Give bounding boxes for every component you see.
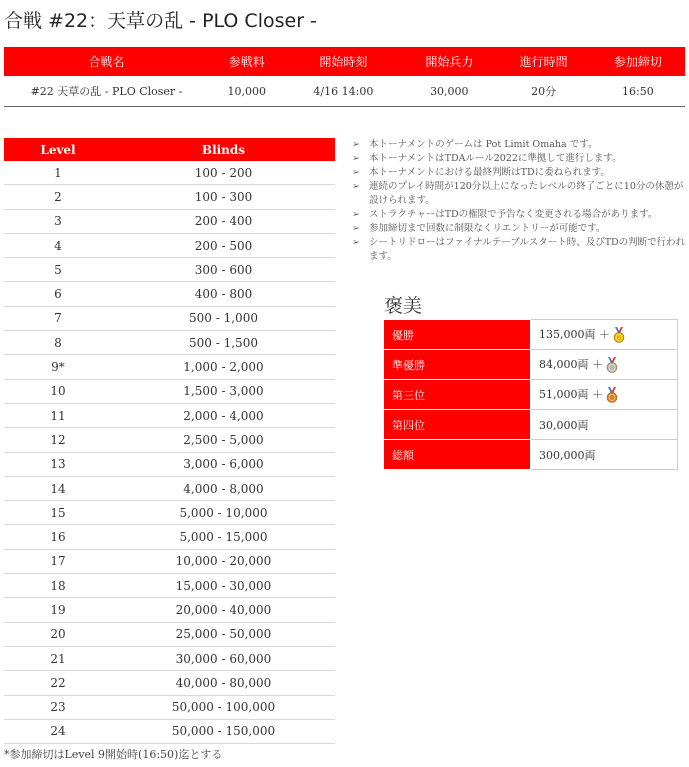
note-text: 本トーナメントにおける最終判断はTDに委ねられます。	[369, 167, 610, 178]
summary-header-late-reg: 参加締切	[591, 47, 685, 76]
note-text: 本トーナメントのゲームは Pot Limit Omaha です。	[369, 139, 598, 150]
blind-level-row	[4, 598, 335, 622]
gold-medal-icon	[612, 327, 626, 343]
prize-body	[384, 320, 678, 470]
blind-level-row	[4, 452, 335, 476]
blind-structure-table	[4, 138, 335, 744]
blind-amounts: 300 - 600	[112, 258, 335, 282]
level-number: 13	[4, 452, 112, 476]
tournament-notes	[352, 138, 687, 264]
silver-medal-icon	[605, 357, 619, 373]
arrow-bullet-icon: ➢	[352, 223, 360, 234]
prize-place: 第三位	[384, 380, 531, 410]
level-number: 3	[4, 209, 112, 233]
prize-place: 準優勝	[384, 350, 531, 380]
note-item	[352, 236, 687, 264]
prize-amount-cell	[531, 380, 678, 410]
level-number: 18	[4, 574, 112, 598]
blind-structure-body	[4, 161, 335, 744]
prize-place: 総額	[384, 440, 531, 470]
blind-amounts: 20,000 - 40,000	[112, 598, 335, 622]
note-item	[352, 166, 687, 180]
summary-header-row	[4, 47, 685, 76]
blind-level-row	[4, 161, 335, 185]
blind-amounts: 1,500 - 3,000	[112, 379, 335, 403]
prize-table	[383, 319, 678, 470]
prize-place: 優勝	[384, 320, 531, 350]
blind-amounts: 25,000 - 50,000	[112, 622, 335, 646]
blind-amounts: 2,500 - 5,000	[112, 428, 335, 452]
blind-level-row	[4, 501, 335, 525]
blind-level-row	[4, 525, 335, 549]
level-number: 24	[4, 719, 112, 743]
bronze-medal-icon	[605, 387, 619, 403]
level-number: 11	[4, 403, 112, 427]
prize-row	[384, 410, 678, 440]
blind-level-row	[4, 646, 335, 670]
blind-level-row	[4, 282, 335, 306]
arrow-bullet-icon: ➢	[352, 153, 360, 164]
prize-row	[384, 440, 678, 470]
tournament-summary-table	[4, 47, 685, 107]
prize-amount-cell	[531, 350, 678, 380]
blind-amounts: 15,000 - 30,000	[112, 574, 335, 598]
level-number: 5	[4, 258, 112, 282]
level-number: 19	[4, 598, 112, 622]
arrow-bullet-icon: ➢	[352, 181, 360, 192]
blind-amounts: 30,000 - 60,000	[112, 646, 335, 670]
blind-level-row	[4, 233, 335, 257]
blind-level-row	[4, 379, 335, 403]
arrow-bullet-icon: ➢	[352, 167, 360, 178]
level-number: 17	[4, 549, 112, 573]
blind-amounts: 500 - 1,500	[112, 331, 335, 355]
level-number: 20	[4, 622, 112, 646]
level-number: 22	[4, 671, 112, 695]
blind-amounts: 50,000 - 100,000	[112, 695, 335, 719]
blind-level-row	[4, 476, 335, 500]
note-text: シートリドローはファイナルテーブルスタート時、及びTDの判断で行われます。	[369, 237, 686, 262]
prize-amount-cell	[531, 440, 678, 470]
page-title: 合戦 #22：天草の乱 - PLO Closer -	[4, 10, 317, 32]
level-number: 7	[4, 306, 112, 330]
blind-level-row	[4, 209, 335, 233]
note-item	[352, 152, 687, 166]
blind-level-row	[4, 403, 335, 427]
blind-level-row	[4, 671, 335, 695]
note-text: 参加締切まで回数に制限なくリエントリーが可能です。	[369, 223, 606, 234]
blind-amounts: 3,000 - 6,000	[112, 452, 335, 476]
blind-amounts: 50,000 - 150,000	[112, 719, 335, 743]
prize-amount: 51,000両 ＋	[539, 388, 603, 401]
level-number: 10	[4, 379, 112, 403]
blind-level-row	[4, 695, 335, 719]
blind-amounts: 2,000 - 4,000	[112, 403, 335, 427]
arrow-bullet-icon: ➢	[352, 209, 360, 220]
level-number: 21	[4, 646, 112, 670]
prize-amount: 84,000両 ＋	[539, 358, 603, 371]
blind-level-row	[4, 185, 335, 209]
summary-start-time: 4/16 14:00	[285, 76, 403, 107]
prize-row	[384, 320, 678, 350]
summary-header-start-stack: 開始兵力	[402, 47, 496, 76]
blind-amounts: 400 - 800	[112, 282, 335, 306]
prize-title: 褒美	[384, 295, 423, 317]
summary-header-start-time: 開始時刻	[285, 47, 403, 76]
level-number: 9*	[4, 355, 112, 379]
prize-row	[384, 350, 678, 380]
note-text: 連続のプレイ時間が120分以上になったレベルの終了ごとに10分の休憩が設けられます。	[369, 181, 684, 206]
summary-late-reg: 16:50	[591, 76, 685, 107]
level-number: 14	[4, 476, 112, 500]
prize-amount-cell	[531, 320, 678, 350]
level-number: 1	[4, 161, 112, 185]
blind-amounts: 5,000 - 15,000	[112, 525, 335, 549]
prize-amount: 30,000両	[539, 418, 589, 432]
summary-header-fee: 参戦料	[209, 47, 285, 76]
blind-amounts: 500 - 1,000	[112, 306, 335, 330]
level-number: 8	[4, 331, 112, 355]
level-header: Level	[4, 138, 112, 161]
blind-level-row	[4, 355, 335, 379]
blind-level-row	[4, 428, 335, 452]
blind-amounts: 4,000 - 8,000	[112, 476, 335, 500]
prize-place: 第四位	[384, 410, 531, 440]
blind-level-row	[4, 719, 335, 743]
prize-row	[384, 380, 678, 410]
blind-amounts: 10,000 - 20,000	[112, 549, 335, 573]
blind-amounts: 40,000 - 80,000	[112, 671, 335, 695]
blind-level-row	[4, 258, 335, 282]
note-item	[352, 222, 687, 236]
blind-level-row	[4, 622, 335, 646]
note-item	[352, 138, 687, 152]
level-number: 16	[4, 525, 112, 549]
blind-amounts: 5,000 - 10,000	[112, 501, 335, 525]
arrow-bullet-icon: ➢	[352, 139, 360, 150]
blind-amounts: 1,000 - 2,000	[112, 355, 335, 379]
summary-fee: 10,000	[209, 76, 285, 107]
level-number: 23	[4, 695, 112, 719]
prize-amount: 135,000両 ＋	[539, 328, 610, 341]
summary-start-stack: 30,000	[402, 76, 496, 107]
note-item	[352, 180, 687, 208]
blind-level-row	[4, 331, 335, 355]
level-number: 6	[4, 282, 112, 306]
level-number: 12	[4, 428, 112, 452]
blind-amounts: 200 - 400	[112, 209, 335, 233]
summary-name: #22 天草の乱 - PLO Closer -	[4, 76, 209, 107]
arrow-bullet-icon: ➢	[352, 237, 360, 248]
prize-amount-cell	[531, 410, 678, 440]
level-number: 4	[4, 233, 112, 257]
summary-row	[4, 76, 685, 107]
note-text: ストラクチャーはTDの権限で予告なく変更される場合があります。	[369, 209, 658, 220]
blind-header-row	[4, 138, 335, 161]
blind-amounts: 100 - 300	[112, 185, 335, 209]
prize-amount: 300,000両	[539, 448, 596, 462]
blind-amounts: 200 - 500	[112, 233, 335, 257]
summary-header-name: 合戦名	[4, 47, 209, 76]
level-number: 2	[4, 185, 112, 209]
note-item	[352, 208, 687, 222]
blind-level-row	[4, 306, 335, 330]
blind-level-row	[4, 549, 335, 573]
blind-level-row	[4, 574, 335, 598]
summary-header-level-time: 進行時間	[496, 47, 590, 76]
late-registration-footnote: *参加締切はLevel 9開始時(16:50)迄とする	[4, 748, 223, 761]
level-number: 15	[4, 501, 112, 525]
blind-amounts: 100 - 200	[112, 161, 335, 185]
summary-level-time: 20分	[496, 76, 590, 107]
note-text: 本トーナメントはTDAルール2022に準拠して進行します。	[369, 153, 622, 164]
blinds-header: Blinds	[112, 138, 335, 161]
